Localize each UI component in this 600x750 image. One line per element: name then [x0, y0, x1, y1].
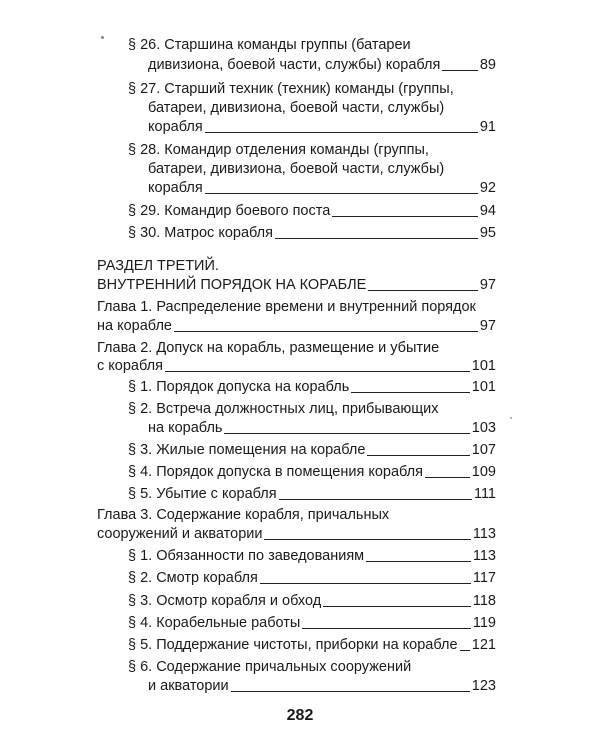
- toc-entry-p26-line2[interactable]: [148, 56, 496, 74]
- toc-page-number: 92: [479, 180, 496, 196]
- toc-entry-text: § 4. Порядок допуска в помещения корабля: [128, 464, 423, 480]
- leader-rule: [367, 455, 469, 456]
- toc-entry-p26-line1[interactable]: § 26. Старшина команды группы (батареи: [128, 37, 411, 53]
- toc-page-number: 97: [479, 318, 496, 334]
- toc-entry-text: § 3. Жилые помещения на корабле: [128, 442, 366, 458]
- leader-rule: [442, 70, 477, 71]
- leader-rule: [351, 392, 470, 393]
- toc-entry-text: дивизиона, боевой части, службы) корабля: [148, 57, 441, 73]
- toc-entry-ch1-line1[interactable]: Глава 1. Распределение времени и внутренний порядок: [97, 299, 476, 315]
- toc-entry-ch2-s1[interactable]: [128, 378, 496, 396]
- leader-rule: [174, 331, 478, 332]
- toc-entry-text: § 30. Матрос корабля: [128, 225, 273, 241]
- toc-entry-ch3-s6-line1[interactable]: § 6. Содержание причальных сооружений: [128, 659, 412, 675]
- leader-rule: [366, 561, 471, 562]
- toc-entry-ch1-line2[interactable]: [97, 317, 496, 335]
- toc-page-number: 117: [472, 570, 496, 586]
- leader-rule: [302, 628, 471, 629]
- toc-entry-ch2-s2-line1[interactable]: § 2. Встреча должностных лиц, прибывающих: [128, 401, 439, 417]
- toc-entry-section3[interactable]: [97, 276, 496, 294]
- toc-page-number: 113: [472, 526, 496, 542]
- toc-page-number: 113: [472, 548, 496, 564]
- toc-page-number: 118: [472, 593, 496, 609]
- toc-page-number: 123: [471, 678, 496, 694]
- toc-entry-text: § 5. Убытие с корабля: [128, 486, 277, 502]
- toc-entry-ch2-line1[interactable]: Глава 2. Допуск на корабль, размещение и убытие: [97, 340, 440, 356]
- toc-entry-ch3-s6-line2[interactable]: [148, 677, 496, 695]
- toc-entry-ch2-s5[interactable]: [128, 485, 496, 503]
- toc-entry-p30[interactable]: [128, 224, 496, 242]
- toc-entry-ch3-s4[interactable]: [128, 614, 496, 632]
- toc-entry-p28-line1[interactable]: § 28. Командир отделения команды (группы,: [128, 142, 429, 158]
- toc-entry-text: корабля: [148, 180, 203, 196]
- leader-rule: [323, 606, 471, 607]
- toc-entry-ch3-line2[interactable]: [97, 525, 496, 543]
- leader-rule: [264, 539, 470, 540]
- toc-page-number: 121: [471, 637, 496, 653]
- leader-rule: [332, 216, 478, 217]
- toc-entry-p28-line2[interactable]: батареи, дивизиона, боевой части, службы): [148, 161, 445, 177]
- toc-entry-text: ВНУТРЕННИЙ ПОРЯДОК НА КОРАБЛЕ: [97, 277, 367, 293]
- toc-page-number: 103: [471, 420, 496, 436]
- toc-page-number: 89: [479, 57, 496, 73]
- leader-rule: [205, 193, 478, 194]
- toc-page-number: 107: [471, 442, 496, 458]
- page-number: 282: [286, 707, 314, 724]
- toc-entry-ch3-s2[interactable]: [128, 569, 496, 587]
- print-speck: [101, 36, 104, 39]
- leader-rule: [224, 433, 469, 434]
- toc-entry-ch3-line1[interactable]: Глава 3. Содержание корабля, причальных: [97, 507, 390, 523]
- leader-rule: [260, 583, 471, 584]
- leader-rule: [275, 238, 478, 239]
- toc-entry-text: § 5. Поддержание чистоты, приборки на корабле: [128, 637, 458, 653]
- toc-entry-text: на корабль: [148, 420, 223, 436]
- toc-entry-text: на корабле: [97, 318, 172, 334]
- section-heading: РАЗДЕЛ ТРЕТИЙ.: [97, 258, 219, 274]
- toc-entry-text: и акватории: [148, 678, 229, 694]
- toc-entry-ch3-s3[interactable]: [128, 592, 496, 610]
- leader-rule: [165, 371, 470, 372]
- toc-entry-ch2-line2[interactable]: [97, 357, 496, 375]
- toc-entry-text: § 1. Обязанности по заведованиям: [128, 548, 365, 564]
- toc-entry-p27-line3[interactable]: [148, 118, 496, 136]
- toc-page-number: 91: [479, 119, 496, 135]
- toc-entry-p27-line1[interactable]: § 27. Старший техник (техник) команды (группы,: [128, 81, 454, 97]
- leader-rule: [425, 477, 470, 478]
- toc-entry-ch2-s3[interactable]: [128, 441, 496, 459]
- leader-rule: [231, 691, 470, 692]
- toc-entry-text: корабля: [148, 119, 203, 135]
- toc-entry-p28-line3[interactable]: [148, 179, 496, 197]
- toc-page-number: 101: [471, 358, 496, 374]
- toc-page-number: 94: [479, 203, 496, 219]
- toc-entry-p27-line2[interactable]: батареи, дивизиона, боевой части, службы): [148, 100, 445, 116]
- toc-page-number: 97: [479, 277, 496, 293]
- toc-entry-ch2-s4[interactable]: [128, 463, 496, 481]
- toc-entry-ch3-s1[interactable]: [128, 547, 496, 565]
- toc-entry-text: § 1. Порядок допуска на корабль: [128, 379, 350, 395]
- toc-page-number: 101: [471, 379, 496, 395]
- leader-rule: [460, 650, 470, 651]
- toc-entry-ch2-s2-line2[interactable]: [148, 419, 496, 437]
- toc-entry-text: § 29. Командир боевого поста: [128, 203, 331, 219]
- toc-page-number: 111: [473, 486, 496, 502]
- toc-entry-text: с корабля: [97, 358, 163, 374]
- toc-page-number: 109: [471, 464, 496, 480]
- leader-rule: [368, 290, 478, 291]
- print-speck: [510, 417, 512, 419]
- leader-rule: [279, 499, 472, 500]
- toc-page-number: 119: [472, 615, 496, 631]
- toc-entry-text: § 2. Смотр корабля: [128, 570, 258, 586]
- toc-entry-text: § 4. Корабельные работы: [128, 615, 301, 631]
- leader-rule: [205, 132, 478, 133]
- toc-entry-p29[interactable]: [128, 202, 496, 220]
- toc-entry-text: § 3. Осмотр корабля и обход: [128, 593, 322, 609]
- toc-entry-ch3-s5[interactable]: [128, 636, 496, 654]
- toc-entry-text: сооружений и акватории: [97, 526, 263, 542]
- toc-page-number: 95: [479, 225, 496, 241]
